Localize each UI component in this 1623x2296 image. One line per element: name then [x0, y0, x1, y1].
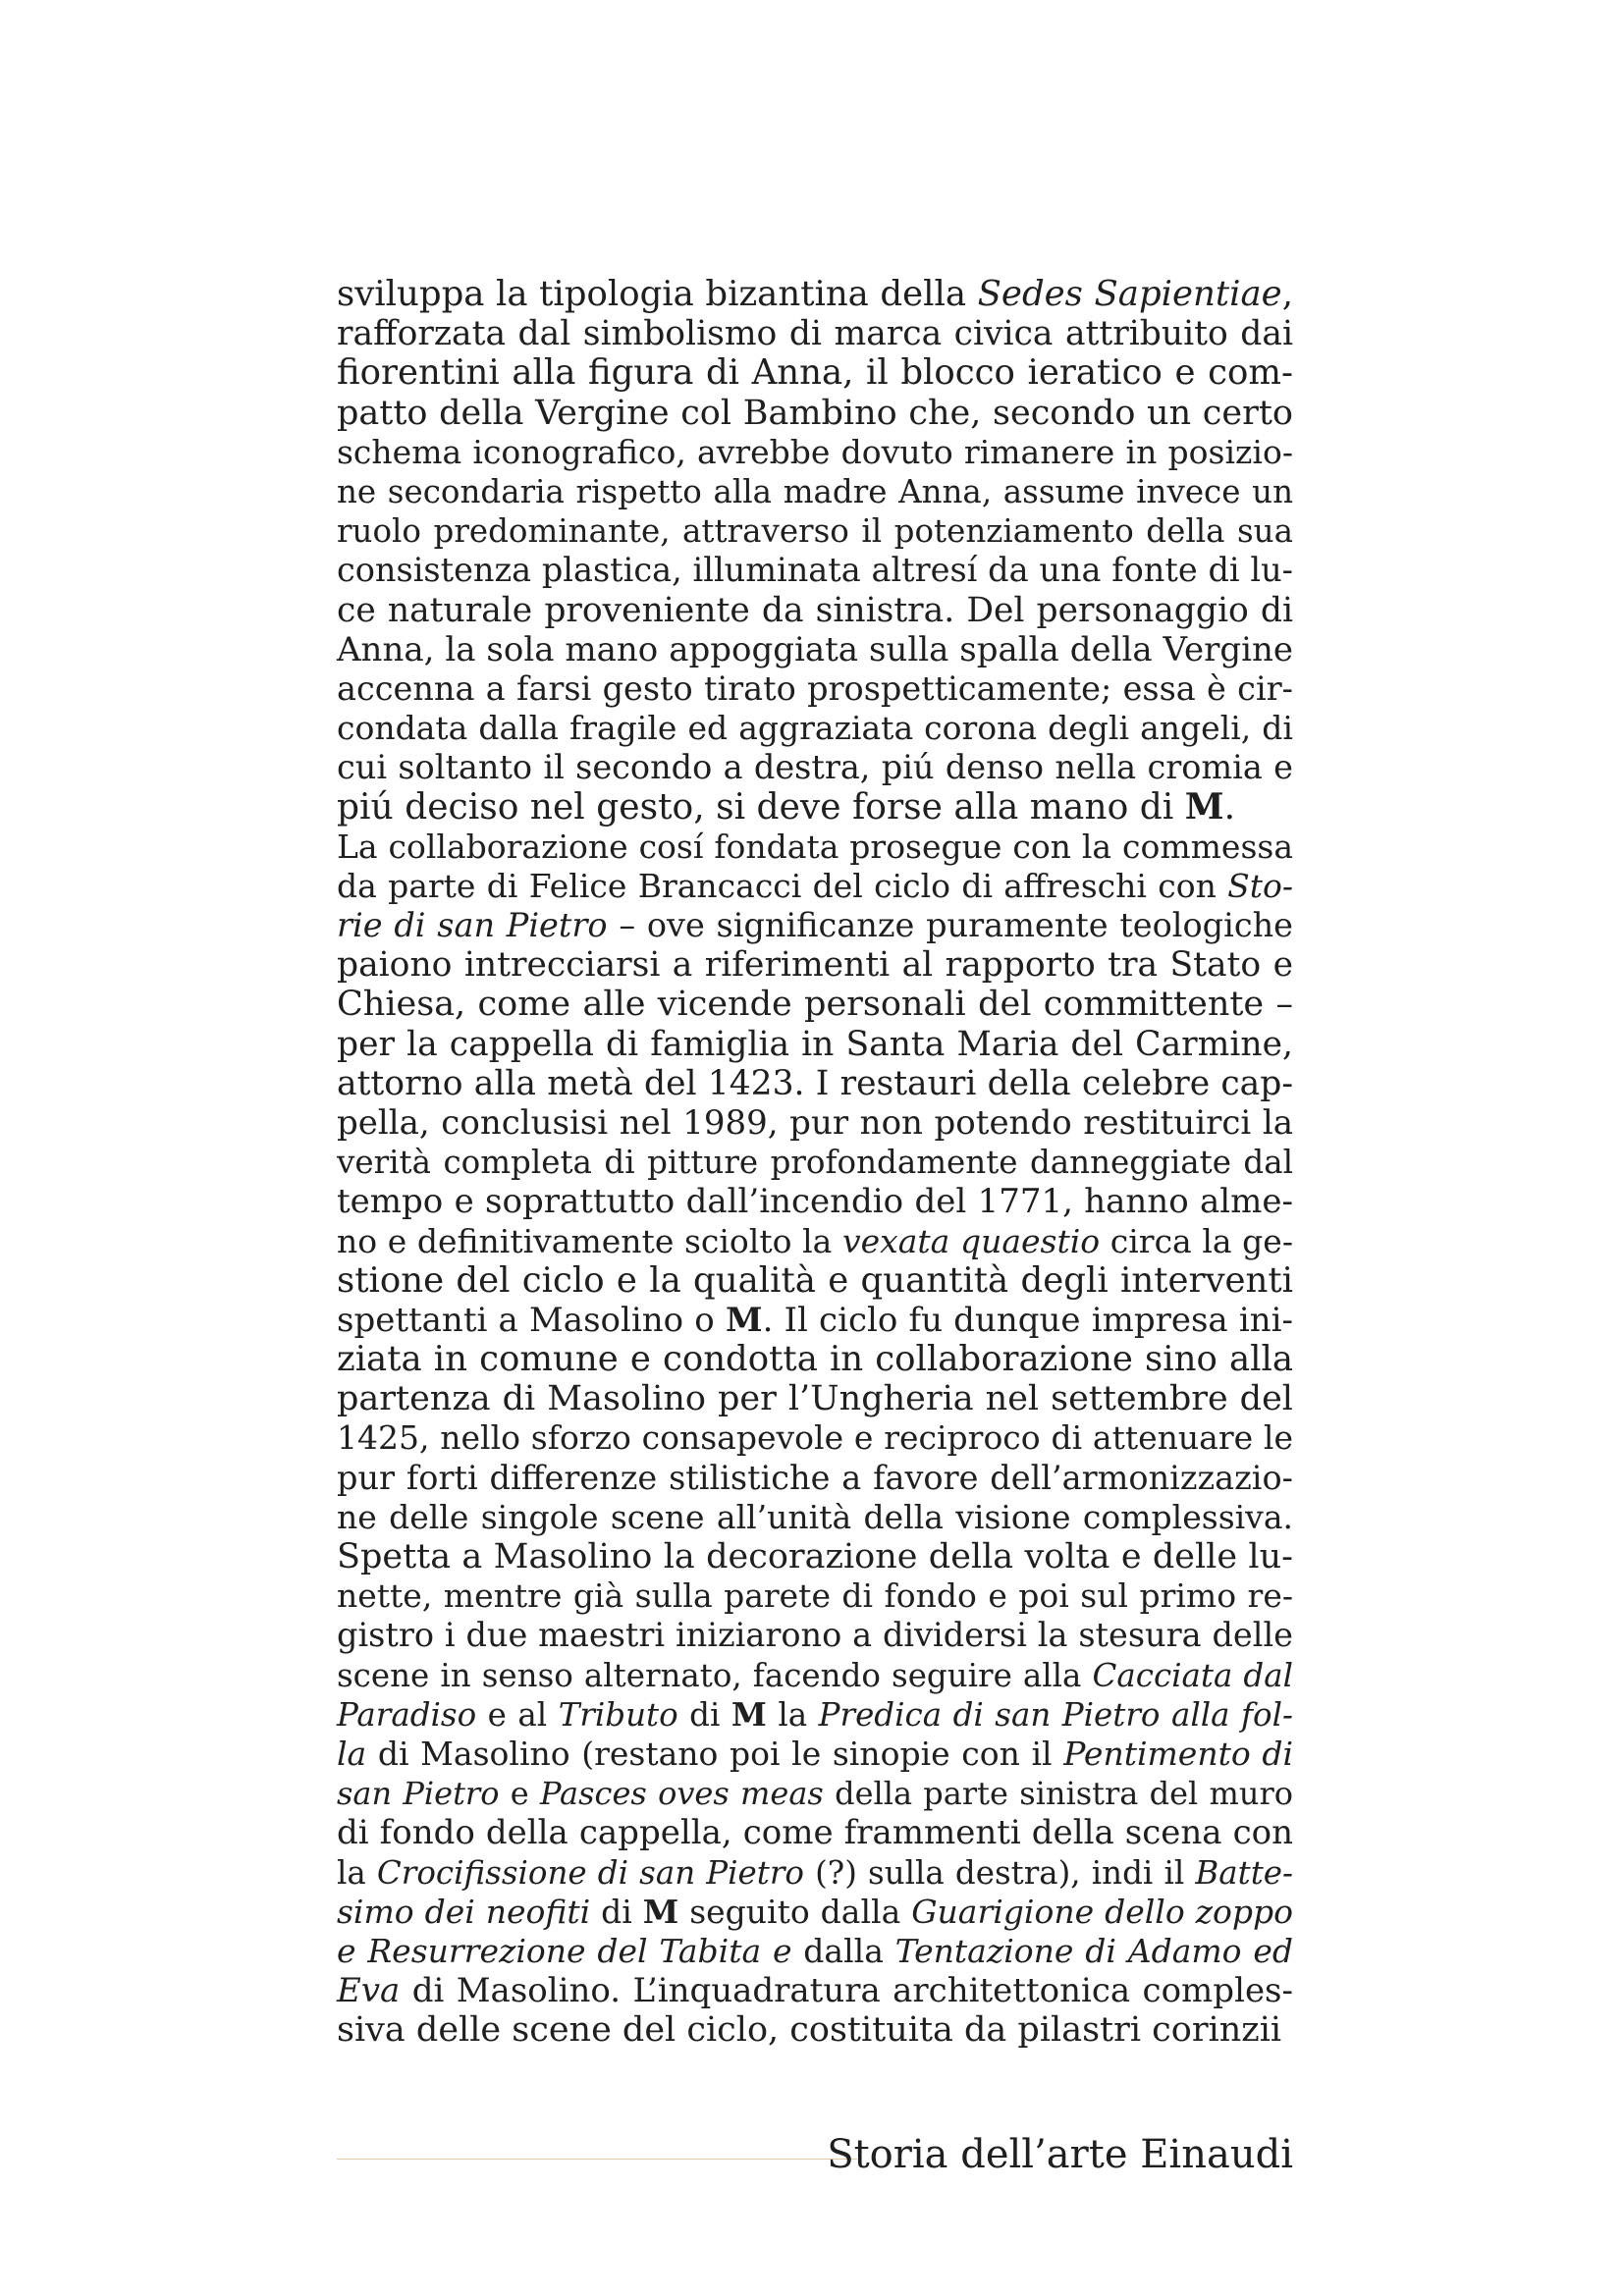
text-run: pur forti differenze stilistiche a favore dell’armonizzazio-	[337, 1458, 1293, 1497]
text-run: scene in senso alternato, facendo seguire alla	[337, 1656, 1093, 1694]
text-line	[337, 828, 1293, 867]
text-line	[337, 1103, 1293, 1143]
bold-run: M	[730, 1694, 767, 1734]
text-run: piú deciso nel gesto, si deve forse alla mano di	[337, 787, 1185, 828]
text-line	[337, 1459, 1293, 1498]
footer-title: Storia dell’arte Einaudi	[827, 2132, 1293, 2177]
text-run: rafforzata dal simbolismo di marca civica attribuito dai	[337, 314, 1293, 354]
italic-run: Paradiso	[337, 1695, 477, 1734]
italic-run: Pentimento di	[1063, 1734, 1293, 1773]
text-run: stione del ciclo e la qualità e quantità degli interventi	[337, 1259, 1293, 1301]
text-line	[337, 2010, 1293, 2050]
text-run: verità completa di pitture profondamente danneggiate dal	[337, 1144, 1293, 1182]
text-run: sviluppa la tipologia bizantina della	[337, 274, 978, 314]
text-run: ne delle singole scene all’unità della visione complessiva.	[337, 1497, 1293, 1536]
italic-run: simo dei neofiti	[337, 1892, 591, 1931]
text-run: La collaborazione cosí fondata prosegue con la commessa	[337, 827, 1293, 866]
text-line	[337, 394, 1293, 433]
text-line	[337, 1498, 1293, 1537]
text-run: ruolo predominante, attraverso il potenziamento della sua	[337, 512, 1293, 551]
text-line	[337, 275, 1293, 314]
italic-run: san Pietro	[337, 1775, 500, 1813]
text-line	[337, 1932, 1293, 1971]
text-line	[337, 1025, 1293, 1064]
italic-run: e Resurrezione del Tabita e	[337, 1931, 792, 1970]
text-line	[337, 353, 1293, 393]
text-run: Anna, la sola mano appoggiata sulla spalla della Vergine	[337, 629, 1293, 669]
text-line	[337, 748, 1293, 787]
text-line	[337, 630, 1293, 669]
text-run: di Masolino (restano poi le sinopie con il	[366, 1734, 1064, 1773]
italic-run: Batte-	[1195, 1853, 1293, 1892]
text-line	[337, 787, 1293, 827]
text-line	[337, 985, 1293, 1024]
text-line	[337, 1616, 1293, 1655]
italic-run: vexata quaestio	[841, 1221, 1101, 1260]
text-line	[337, 1340, 1293, 1379]
text-run: schema iconografico, avrebbe dovuto rimanere in posizio-	[337, 432, 1293, 471]
text-run: paiono intrecciarsi a riferimenti al rapporto tra Stato e	[337, 945, 1293, 986]
text-run: consistenza plastica, illuminata altresí da una fonte di lu-	[337, 551, 1293, 590]
text-line	[337, 1143, 1293, 1182]
text-run: di fondo della cappella, come frammenti della scena con	[337, 1813, 1293, 1853]
text-run: accenna a farsi gesto tirato prospetticamente; essa è cir-	[337, 668, 1293, 708]
text-run: gistro i due maestri iniziarono a dividersi la stesura delle	[337, 1616, 1293, 1655]
text-run: partenza di Masolino per l’Ungheria nel settembre del	[337, 1379, 1293, 1419]
text-run: dalla	[791, 1931, 895, 1970]
text-line	[337, 1735, 1293, 1774]
text-run: siva delle scene del ciclo, costituita da pilastri corinzii	[337, 2010, 1282, 2051]
text-line	[337, 1774, 1293, 1813]
text-run: ,	[1281, 274, 1293, 314]
text-run: spettanti a Masolino o	[337, 1300, 726, 1340]
text-line	[337, 314, 1293, 353]
body-text	[337, 275, 1293, 2050]
text-run: Spetta a Masolino la decorazione della volta e delle lu-	[337, 1537, 1293, 1576]
text-line	[337, 669, 1293, 709]
italic-run: Tributo	[558, 1695, 678, 1734]
text-run: fiorentini alla figura di Anna, il blocco ieratico e com-	[337, 352, 1293, 394]
italic-run: Pasces oves meas	[539, 1775, 824, 1813]
text-run: di	[590, 1892, 643, 1931]
text-line	[337, 709, 1293, 748]
text-run: seguito dalla	[678, 1892, 912, 1931]
text-line	[337, 472, 1293, 511]
bold-run: M	[1184, 786, 1224, 828]
italic-run: la	[337, 1734, 367, 1773]
text-run: per la cappella di famiglia in Santa Maria del Carmine,	[337, 1024, 1293, 1064]
text-line	[337, 1222, 1293, 1261]
text-run: la	[337, 1853, 377, 1892]
text-line	[337, 1261, 1293, 1301]
italic-run: Crocifissione di san Pietro	[376, 1853, 804, 1892]
text-line	[337, 1893, 1293, 1932]
text-line	[337, 1064, 1293, 1103]
text-line	[337, 1853, 1293, 1893]
text-line	[337, 1418, 1293, 1458]
text-run: circa la ge-	[1100, 1221, 1293, 1260]
text-run: Chiesa, come alle vicende personali del committente –	[337, 985, 1293, 1025]
text-line	[337, 511, 1293, 551]
italic-run: Sedes Sapientiae	[977, 274, 1282, 314]
text-run: la	[766, 1695, 819, 1734]
text-line	[337, 1301, 1293, 1340]
text-run: condata dalla fragile ed aggraziata corona degli angeli, di	[337, 709, 1293, 748]
text-line	[337, 1695, 1293, 1735]
text-run: pella, conclusisi nel 1989, pur non potendo restituirci la	[337, 1102, 1293, 1143]
text-line	[337, 867, 1293, 906]
italic-run: Cacciata dal	[1092, 1656, 1293, 1694]
text-line	[337, 1971, 1293, 2010]
italic-run: Guarigione dello zoppo	[911, 1892, 1293, 1931]
text-run: di Masolino. L’inquadratura architettonica comples-	[400, 1971, 1293, 2011]
text-run: . Il ciclo fu dunque impresa ini-	[762, 1300, 1293, 1340]
italic-run: Tentazione di Adamo ed	[894, 1931, 1293, 1970]
italic-run: rie di san Pietro	[337, 906, 608, 944]
text-line	[337, 1576, 1293, 1616]
text-run: e	[499, 1775, 540, 1813]
bold-run: M	[642, 1892, 679, 1931]
text-run: della parte sinistra del muro	[823, 1775, 1294, 1813]
italic-run: Predica di san Pietro alla fol-	[818, 1695, 1293, 1734]
text-run: attorno alla metà del 1423. I restauri della celebre cap-	[337, 1063, 1293, 1103]
text-run: no e definitivamente sciolto la	[337, 1221, 842, 1260]
text-run: – ove significanze puramente teologiche	[607, 906, 1293, 944]
text-line	[337, 1813, 1293, 1852]
text-run: (?) sulla destra), indi il	[803, 1853, 1196, 1892]
text-run: cui soltanto il secondo a destra, piú denso nella cromia e	[337, 748, 1293, 787]
text-run: da parte di Felice Brancacci del ciclo di affreschi con	[337, 866, 1228, 905]
bold-run: M	[725, 1300, 763, 1340]
text-run: nette, mentre già sulla parete di fondo e poi sul primo re-	[337, 1576, 1293, 1616]
text-line	[337, 1182, 1293, 1221]
text-line	[337, 1537, 1293, 1576]
text-run: ce naturale proveniente da sinistra. Del personaggio di	[337, 590, 1293, 630]
text-line	[337, 906, 1293, 945]
text-line	[337, 1656, 1293, 1695]
text-run: ziata in comune e condotta in collaborazione sino alla	[337, 1339, 1293, 1380]
footer-rule	[337, 2159, 857, 2160]
text-line	[337, 433, 1293, 472]
text-run: patto della Vergine col Bambino che, secondo un certo	[337, 393, 1293, 433]
text-line	[337, 551, 1293, 590]
text-line	[337, 1379, 1293, 1418]
text-line	[337, 945, 1293, 985]
text-run: di	[677, 1695, 731, 1734]
italic-run: Eva	[337, 1971, 401, 2011]
text-run: 1425, nello sforzo consapevole e reciproco di attenuare le	[337, 1418, 1293, 1458]
text-line	[337, 591, 1293, 630]
text-run: .	[1223, 787, 1236, 828]
text-run: e al	[476, 1695, 559, 1734]
text-run: ne secondaria rispetto alla madre Anna, assume invece un	[337, 472, 1293, 510]
text-run: tempo e soprattutto dall’incendio del 1771, hanno alme-	[337, 1182, 1293, 1222]
italic-run: Sto-	[1227, 866, 1293, 905]
